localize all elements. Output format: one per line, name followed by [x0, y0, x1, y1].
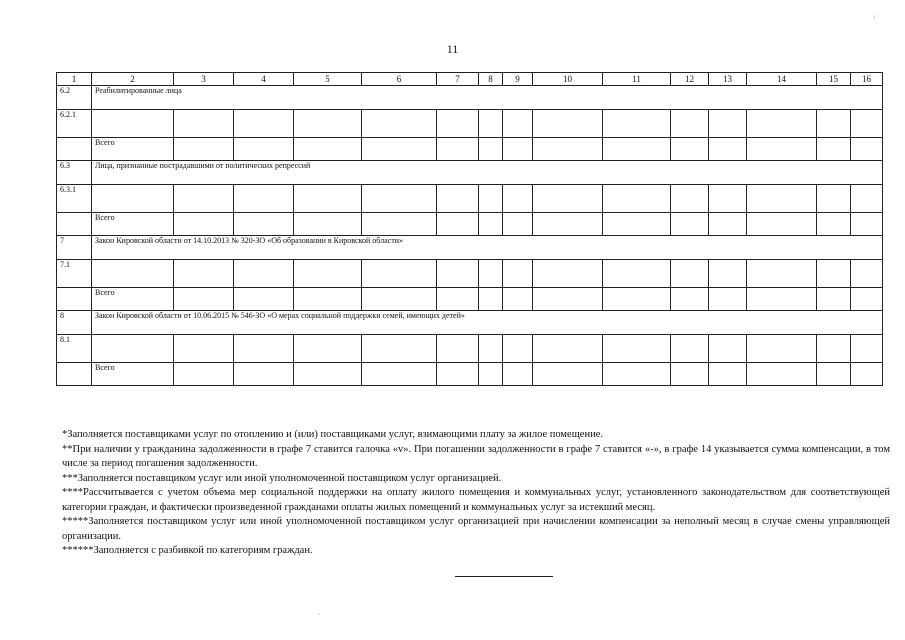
table-cell — [747, 110, 817, 138]
table-cell — [57, 288, 92, 311]
table-cell — [294, 288, 362, 311]
total-row — [57, 138, 883, 161]
table-cell — [294, 138, 362, 161]
table-cell — [671, 288, 709, 311]
section-title: Лица, признанные пострадавшими от политических репрессий — [92, 161, 883, 185]
total-label: Всего — [92, 138, 174, 161]
table-cell — [671, 335, 709, 363]
column-number: 5 — [294, 73, 362, 86]
table-cell — [57, 213, 92, 236]
table-cell — [747, 185, 817, 213]
table-cell — [503, 213, 533, 236]
scan-mark: ' — [874, 14, 876, 23]
table-cell — [671, 185, 709, 213]
table-cell — [851, 335, 883, 363]
total-label: Всего — [92, 213, 174, 236]
table-cell — [817, 288, 851, 311]
table-cell — [817, 335, 851, 363]
table-cell — [294, 213, 362, 236]
table-cell — [174, 288, 234, 311]
column-number: 1 — [57, 73, 92, 86]
section-title: Закон Кировской области от 10.06.2015 № 546-ЗО «О мерах социальной поддержки семей, имеющих детей» — [92, 311, 883, 335]
table-cell — [437, 260, 479, 288]
table-cell — [851, 363, 883, 386]
table-cell — [851, 185, 883, 213]
total-label: Всего — [92, 288, 174, 311]
table-cell — [294, 185, 362, 213]
total-row — [57, 288, 883, 311]
table-cell — [234, 288, 294, 311]
table-cell — [174, 335, 234, 363]
table-cell — [234, 138, 294, 161]
table-cell — [437, 138, 479, 161]
section-row — [57, 236, 883, 260]
column-number: 13 — [709, 73, 747, 86]
subsection-code: 7.1 — [57, 260, 92, 288]
column-number: 9 — [503, 73, 533, 86]
column-number: 10 — [533, 73, 603, 86]
section-row — [57, 161, 883, 185]
table-cell — [817, 363, 851, 386]
compensation-table — [56, 72, 883, 386]
footnote: *Заполняется поставщиками услуг по отоплению и (или) поставщиками услуг, взимающими плату за жилое помещение. — [62, 429, 603, 440]
table-cell — [57, 138, 92, 161]
table-cell — [503, 185, 533, 213]
table-cell — [437, 185, 479, 213]
table-cell — [817, 185, 851, 213]
table-cell — [174, 363, 234, 386]
table-row — [57, 110, 883, 138]
table-cell — [92, 260, 174, 288]
table-cell — [362, 185, 437, 213]
table-cell — [437, 110, 479, 138]
section-title: Закон Кировской области от 14.10.2013 № 320-ЗО «Об образовании в Кировской области» — [92, 236, 883, 260]
table-cell — [174, 185, 234, 213]
table-cell — [362, 363, 437, 386]
table-cell — [671, 138, 709, 161]
table-cell — [503, 260, 533, 288]
column-number: 2 — [92, 73, 174, 86]
table-cell — [479, 213, 503, 236]
table-cell — [437, 213, 479, 236]
table-cell — [603, 138, 671, 161]
section-code: 7 — [57, 236, 92, 260]
footnote: ******Заполняется с разбивкой по категориям граждан. — [62, 545, 313, 556]
table-cell — [817, 213, 851, 236]
table-cell — [709, 363, 747, 386]
table-cell — [533, 110, 603, 138]
table-cell — [709, 213, 747, 236]
column-number: 4 — [234, 73, 294, 86]
table-cell — [234, 260, 294, 288]
table-cell — [479, 260, 503, 288]
column-number: 8 — [479, 73, 503, 86]
table-cell — [709, 288, 747, 311]
column-number: 11 — [603, 73, 671, 86]
footnote: ***Заполняется поставщиком услуг или иной уполномоченной поставщиком услуг организацией. — [62, 472, 502, 484]
footnotes — [62, 428, 890, 559]
table-cell — [747, 138, 817, 161]
table-cell — [817, 260, 851, 288]
table-cell — [234, 110, 294, 138]
table-cell — [174, 110, 234, 138]
table-cell — [603, 213, 671, 236]
table-cell — [851, 110, 883, 138]
table-cell — [234, 185, 294, 213]
table-cell — [747, 288, 817, 311]
end-rule — [455, 576, 553, 577]
section-code: 6.2 — [57, 86, 92, 110]
table-cell — [533, 213, 603, 236]
table-cell — [234, 335, 294, 363]
table-cell — [851, 260, 883, 288]
table-cell — [437, 335, 479, 363]
table-cell — [174, 138, 234, 161]
table-row — [57, 260, 883, 288]
table-cell — [603, 110, 671, 138]
subsection-code: 6.3.1 — [57, 185, 92, 213]
table-cell — [709, 185, 747, 213]
footnote: *****Заполняется поставщиком услуг или иной уполномоченной поставщиком услуг организацией при начислении компенсации за неполный месяц в случае смены управляющей организации. — [62, 516, 890, 542]
section-row — [57, 311, 883, 335]
table-cell — [503, 335, 533, 363]
total-row — [57, 213, 883, 236]
table-cell — [174, 260, 234, 288]
table-cell — [851, 138, 883, 161]
table-cell — [851, 213, 883, 236]
column-number: 7 — [437, 73, 479, 86]
column-number: 15 — [817, 73, 851, 86]
table-cell — [479, 335, 503, 363]
table-cell — [671, 363, 709, 386]
table-cell — [362, 288, 437, 311]
table-cell — [603, 335, 671, 363]
table-cell — [362, 335, 437, 363]
table-cell — [709, 110, 747, 138]
table-cell — [294, 335, 362, 363]
table-cell — [503, 288, 533, 311]
subsection-code: 6.2.1 — [57, 110, 92, 138]
table-cell — [671, 213, 709, 236]
table-cell — [479, 363, 503, 386]
table-cell — [234, 213, 294, 236]
table-cell — [234, 363, 294, 386]
table-cell — [747, 213, 817, 236]
section-title: Реабилитированные лица — [92, 86, 883, 110]
table-cell — [851, 288, 883, 311]
table-cell — [709, 260, 747, 288]
table-cell — [709, 335, 747, 363]
table-cell — [362, 110, 437, 138]
column-number: 6 — [362, 73, 437, 86]
table-cell — [533, 185, 603, 213]
table-cell — [479, 110, 503, 138]
table-cell — [92, 110, 174, 138]
table-cell — [437, 288, 479, 311]
table-cell — [671, 110, 709, 138]
table-cell — [671, 260, 709, 288]
table-cell — [533, 335, 603, 363]
footnote: **При наличии у гражданина задолженности в графе 7 ставится галочка «v». При погашении задолженности в графе 7 ставится «-», в графе 14 указывается сумма компенсации, в том числе за период погашения задолженности. — [62, 443, 890, 469]
column-number: 12 — [671, 73, 709, 86]
table-cell — [479, 185, 503, 213]
table-cell — [747, 335, 817, 363]
table-row — [57, 335, 883, 363]
table-cell — [603, 260, 671, 288]
table-cell — [57, 363, 92, 386]
subsection-code: 8.1 — [57, 335, 92, 363]
table-cell — [533, 260, 603, 288]
table-cell — [174, 213, 234, 236]
table-cell — [747, 260, 817, 288]
column-number: 14 — [747, 73, 817, 86]
footnote: ****Рассчитывается с учетом объема мер социальной поддержки на оплату жилого помещения и коммунальных услуг, установленного законодательством для соответствующей категории граждан, и фактически произведенной гражданами оплаты жилых помещений и коммунальных услуг за истекший месяц. — [62, 487, 890, 513]
table-cell — [817, 138, 851, 161]
scan-speck: ˘ — [318, 614, 320, 620]
table-cell — [747, 363, 817, 386]
page-number: 11 — [446, 42, 459, 56]
section-code: 8 — [57, 311, 92, 335]
table-cell — [533, 288, 603, 311]
table-cell — [362, 213, 437, 236]
table-cell — [362, 138, 437, 161]
table-cell — [533, 138, 603, 161]
table-cell — [294, 260, 362, 288]
table-cell — [92, 185, 174, 213]
section-code: 6.3 — [57, 161, 92, 185]
table-cell — [479, 138, 503, 161]
column-number: 16 — [851, 73, 883, 86]
table-cell — [603, 288, 671, 311]
table-cell — [709, 138, 747, 161]
table-cell — [603, 185, 671, 213]
table-cell — [479, 288, 503, 311]
table-cell — [503, 138, 533, 161]
section-row — [57, 86, 883, 110]
table-cell — [294, 110, 362, 138]
table-row — [57, 185, 883, 213]
table-cell — [437, 363, 479, 386]
table-cell — [503, 110, 533, 138]
column-number: 3 — [174, 73, 234, 86]
total-label: Всего — [92, 363, 174, 386]
table-cell — [817, 110, 851, 138]
table-cell — [294, 363, 362, 386]
table-cell — [533, 363, 603, 386]
table-cell — [92, 335, 174, 363]
table-cell — [503, 363, 533, 386]
table-cell — [362, 260, 437, 288]
table-header-row — [57, 73, 883, 86]
total-row — [57, 363, 883, 386]
table-cell — [603, 363, 671, 386]
